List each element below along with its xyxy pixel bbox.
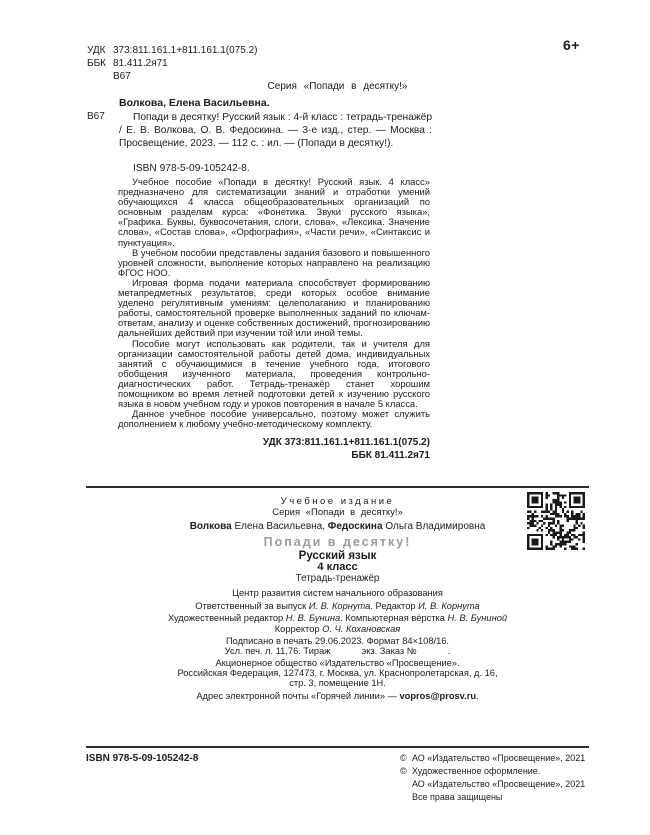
staff-line — [86, 613, 589, 625]
staff-role-label: Художественный редактор — [167, 612, 286, 623]
edition-type: Учебное издание — [280, 496, 395, 507]
copyright-icon: © — [400, 766, 407, 776]
udk-bottom: УДК 373:811.161.1+811.161.1(075.2) — [262, 437, 430, 448]
staff-role-label: Корректор — [274, 624, 323, 634]
divider-rule-top — [86, 486, 589, 488]
print-info-line: Подписано в печать 29.06.2023. Формат 84×108/16. — [225, 635, 449, 646]
series-line: Серия «Попади в десятку!» — [267, 81, 408, 92]
udk-row — [87, 44, 257, 57]
bbk-row — [87, 57, 257, 70]
annotation-paragraph: Учебное пособие «Попади в десятку! Русский язык. 4 класс» предназначено для систематизации знаний и отработки умений обучающихся 4 класса общеобразовательных организаций по основным разделам курса: «Фонетика. Звуки русского языка», «Графика. Буквы, буквосочетания, слоги, слова», «Лексика. Значение слова», «Состав слова», «Орфография», «Части речи», «Синтаксис и пунктуация». — [118, 176, 430, 248]
staff-line — [86, 624, 589, 636]
bbk-bottom: ББК 81.411.2я71 — [351, 450, 430, 461]
bib-author-sign: В67 — [87, 111, 105, 122]
book-subject: Русский язык — [298, 550, 377, 562]
annotation-block — [118, 177, 430, 429]
book-subtitle: Тетрадь-тренажёр — [295, 573, 380, 584]
imprint-block — [86, 496, 589, 701]
annotation-paragraph: Игровая форма подачи материала способствует формированию метапредметных результатов, среди которых особое внимание уделено регулятивным умениям: целеполаганию и планированию работы, самостоятельной проверке выполненных заданий по ключам-ответам, анализу и оценке собственных достижений, прогнозированию дальнейших действий при изучении той или иной темы. — [118, 276, 430, 339]
divider-rule-bottom — [86, 746, 589, 748]
author-sign: В67 — [113, 71, 131, 82]
staff-person-name: И. В. Корнута — [308, 601, 371, 611]
copyright-line — [400, 791, 600, 804]
classification-codes-bottom — [118, 436, 430, 462]
imprint-authors — [86, 521, 589, 533]
copyright-block — [400, 752, 600, 804]
udk-label: УДК — [87, 45, 106, 56]
copyright-line — [400, 778, 600, 791]
bbk-value: 81.411.2я71 — [113, 58, 168, 69]
bbk-label: ББК — [87, 58, 106, 69]
imprint-series: Серия «Попади в десятку!» — [272, 507, 403, 518]
copyright-text: Все права защищены — [412, 792, 503, 802]
classification-codes-top — [87, 44, 257, 83]
staff-person-name: Н. В. Буниной — [447, 612, 508, 623]
copyright-icon: © — [400, 753, 407, 763]
publisher-line: Акционерное общество «Издательство «Просвещение». — [215, 657, 460, 668]
bib-author-heading: Волкова, Елена Васильевна. — [119, 97, 270, 109]
copyright-text: АО «Издательство «Просвещение», 2021 — [412, 753, 586, 763]
annotation-paragraph: Данное учебное пособие универсально, поэтому может служить дополнением к любому учебно-методическому комплекту. — [118, 408, 430, 430]
email-label: Адрес электронной почты «Горячей линии» — — [196, 690, 400, 701]
book-grade: 4 класс — [317, 561, 358, 573]
author2-name: Ольга Владимировна — [382, 521, 486, 532]
staff-line — [86, 601, 589, 613]
staff-person-name: И. В. Корнута — [418, 601, 480, 611]
age-rating-badge: 6+ — [563, 37, 580, 53]
copyright-line — [400, 752, 600, 765]
publishing-center: Центр развития систем начального образования — [232, 588, 443, 598]
udk-value: 373:811.161.1+811.161.1(075.2) — [113, 45, 258, 56]
publisher-info — [86, 658, 589, 688]
print-info-line: Усл. печ. л. 11,76. Тираж экз. Заказ № . — [224, 645, 451, 656]
staff-credits — [86, 601, 589, 636]
publisher-line: Российская Федерация, 127473, г. Москва, ул. Краснопролетарская, д. 16, — [177, 667, 498, 678]
copyright-line — [400, 765, 600, 778]
staff-person-name: Н. В. Бунина — [285, 612, 341, 623]
staff-role-label: Ответственный за выпуск — [195, 601, 309, 611]
author1-name: Елена Васильевна, — [231, 521, 328, 532]
hotline-email-line — [86, 691, 589, 701]
staff-role-label: . Редактор — [370, 601, 419, 611]
book-title: Попади в десятку! — [263, 535, 412, 549]
bib-entry-text: Попади в десятку! Русский язык : 4-й класс : тетрадь-тренажёр / Е. В. Волкова, О. В. Федоскина. — 3-е изд., стер. — Москва : Просвещение, 2023. — 112 с. : ил. — (Попади в десятку!). — [119, 112, 432, 149]
author2-surname: Федоскина — [327, 521, 383, 532]
footer-isbn: ISBN 978-5-09-105242-8 — [86, 753, 199, 764]
copyright-text: АО «Издательство «Просвещение», 2021 — [412, 779, 586, 789]
author1-surname: Волкова — [189, 521, 232, 532]
annotation-paragraph: В учебном пособии представлены задания базового и повышенного уровней сложности, выполнение которых направлено на реализацию ФГОС НОО. — [118, 246, 430, 278]
email-address: vopros@prosv.ru — [399, 690, 477, 701]
bib-isbn: ISBN 978-5-09-105242-8. — [133, 163, 250, 174]
annotation-paragraph: Пособие могут использовать как родители, так и учителя для организации самостоятельной работы детей дома, индивидуальных занятий с обучающимися в течение учебного года, итогового обобщения изученного материала, проведения контрольно-диагностических работ. Тетрадь-тренажёр станет хорошим помощником во время летней подготовки детей к изучению русского языка в новом учебном году и уроков повторения в начале 5 класса. — [118, 337, 430, 410]
email-suffix: . — [476, 690, 479, 701]
copyright-text: Художественное оформление. — [412, 766, 541, 776]
staff-person-name: О. Ч. Кохановская — [322, 624, 401, 634]
staff-role-label: . Компьютерная вёрстка — [340, 612, 448, 623]
print-info — [86, 636, 589, 656]
publisher-line: стр. 3, помещение 1Н. — [289, 677, 386, 688]
